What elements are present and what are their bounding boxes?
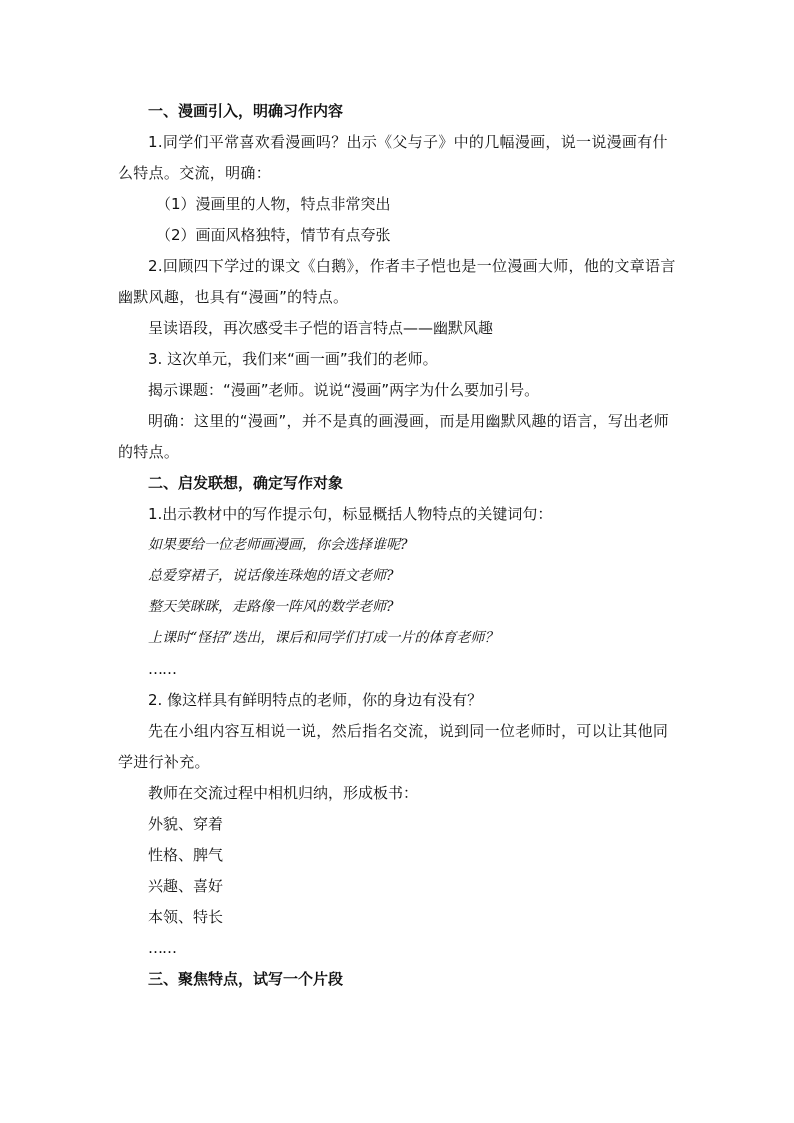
board-item-1: 外貌、穿着	[148, 815, 224, 833]
paragraph-1: 1.同学们平常喜欢看漫画吗？出示《父与子》中的几幅漫画，说一说漫画有什么特点。交流，明确：	[118, 133, 668, 182]
prompt-question-3: 整天笑眯眯，走路像一阵风的数学老师?	[148, 599, 394, 615]
paragraph-3: 3. 这次单元，我们来“画一画”我们的老师。	[148, 350, 438, 368]
paragraph-3b: 揭示课题：“漫画”老师。说说“漫画”两字为什么要加引号。	[148, 381, 540, 399]
paragraph-5: 2. 像这样具有鲜明特点的老师，你的身边有没有？	[148, 691, 483, 709]
paragraph-2b: 呈读语段，再次感受丰子恺的语言特点——幽默风趣	[148, 319, 494, 337]
paragraph-4: 1.出示教材中的写作提示句，标显概括人物特点的关键词句：	[148, 505, 553, 523]
paragraph-3c: 明确：这里的“漫画”，并不是真的画漫画，而是用幽默风趣的语言，写出老师的特点。	[118, 412, 670, 461]
board-item-2: 性格、脾气	[148, 846, 224, 864]
document-body	[118, 96, 678, 995]
paragraph-2: 2.回顾四下学过的课文《白鹅》，作者丰子恺也是一位漫画大师，他的文章语言幽默风趣，也具有“漫画”的特点。	[118, 257, 676, 306]
point-1b: （2）画面风格独特，情节有点夸张	[156, 226, 391, 244]
prompt-question-4: 上课时“怪招”迭出，课后和同学们打成一片的体育老师？	[148, 630, 499, 646]
section-heading-1: 一、漫画引入，明确习作内容	[148, 102, 344, 120]
point-1a: （1）漫画里的人物，特点非常突出	[156, 195, 391, 213]
prompt-question-1: 如果要给一位老师画漫画，你会选择谁呢?	[148, 537, 408, 553]
board-item-4: 本领、特长	[148, 908, 224, 926]
ellipsis-2: ……	[148, 939, 176, 957]
paragraph-5b: 先在小组内容互相说一说，然后指名交流，说到同一位老师时，可以让其他同学进行补充。	[118, 722, 669, 771]
section-heading-3: 三、聚焦特点，试写一个片段	[148, 970, 344, 988]
board-item-3: 兴趣、喜好	[148, 877, 224, 895]
paragraph-5c: 教师在交流过程中相机归纳，形成板书：	[148, 784, 419, 802]
prompt-question-2: 总爱穿裙子，说话像连珠炮的语文老师?	[148, 568, 394, 584]
ellipsis-1: ……	[148, 660, 176, 678]
section-heading-2: 二、启发联想，确定写作对象	[148, 474, 344, 492]
